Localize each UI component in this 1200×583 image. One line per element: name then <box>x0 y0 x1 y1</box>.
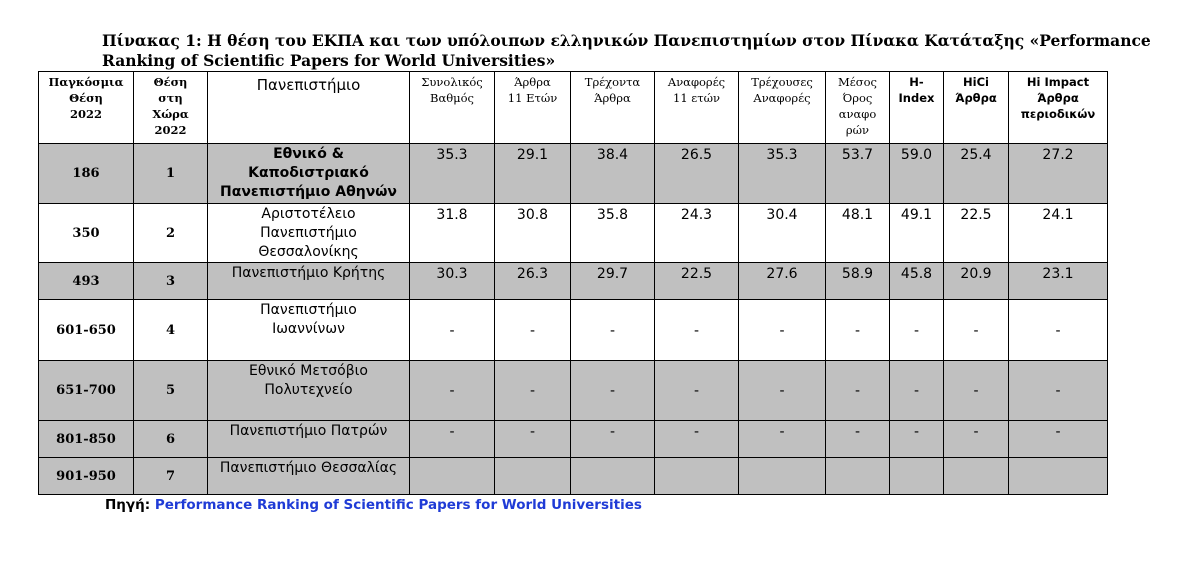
source-note <box>105 497 642 513</box>
hici-articles-cell: - <box>944 361 1009 421</box>
current-citations-cell: - <box>739 421 826 458</box>
world-rank-cell: 601-650 <box>39 300 134 361</box>
country-rank-cell: 4 <box>134 300 208 361</box>
header-hi-impact-articles: Hi Impact Άρθρα περιοδικών <box>1009 72 1108 144</box>
header-total-score: Συνολικός Βαθμός <box>410 72 495 144</box>
h-index-cell: - <box>890 421 944 458</box>
h-index-cell: 45.8 <box>890 263 944 300</box>
hici-articles-cell: 25.4 <box>944 144 1009 204</box>
table-row <box>39 263 1108 300</box>
current-citations-cell: 30.4 <box>739 204 826 263</box>
current-articles-cell <box>571 458 655 495</box>
country-rank-cell: 1 <box>134 144 208 204</box>
h-index-cell <box>890 458 944 495</box>
world-rank-cell: 901-950 <box>39 458 134 495</box>
source-link[interactable]: Performance Ranking of Scientific Papers for World Universities <box>154 497 642 513</box>
avg-citations-cell: - <box>826 421 890 458</box>
articles-11y-cell: - <box>495 361 571 421</box>
h-index-cell: - <box>890 300 944 361</box>
header-country-rank: Θέση στη Χώρα 2022 <box>134 72 208 144</box>
source-label: Πηγή: <box>105 497 151 513</box>
citations-11y-cell: - <box>655 361 739 421</box>
avg-citations-cell: 48.1 <box>826 204 890 263</box>
country-rank-cell: 7 <box>134 458 208 495</box>
table-row <box>39 204 1108 263</box>
university-cell: Πανεπιστήμιο Πατρών <box>208 421 410 458</box>
hi-impact-articles-cell: 27.2 <box>1009 144 1108 204</box>
avg-citations-cell: - <box>826 300 890 361</box>
hici-articles-cell: 22.5 <box>944 204 1009 263</box>
university-cell: Πανεπιστήμιο Ιωαννίνων <box>208 300 410 361</box>
total-score-cell: 31.8 <box>410 204 495 263</box>
table-title: Πίνακας 1: Η θέση του ΕΚΠΑ και των υπόλοιπων ελληνικών Πανεπιστημίων στον Πίνακα Κατάταξης «Performance Ranking of Scientific Papers for World Universities» <box>102 31 1151 70</box>
articles-11y-cell <box>495 458 571 495</box>
citations-11y-cell: 22.5 <box>655 263 739 300</box>
world-rank-cell: 493 <box>39 263 134 300</box>
world-rank-cell: 350 <box>39 204 134 263</box>
articles-11y-cell: 30.8 <box>495 204 571 263</box>
hi-impact-articles-cell: - <box>1009 421 1108 458</box>
h-index-cell: 59.0 <box>890 144 944 204</box>
table-row <box>39 361 1108 421</box>
current-articles-cell: 38.4 <box>571 144 655 204</box>
avg-citations-cell: 53.7 <box>826 144 890 204</box>
current-articles-cell: - <box>571 300 655 361</box>
total-score-cell: - <box>410 361 495 421</box>
header-current-articles: Τρέχοντα Άρθρα <box>571 72 655 144</box>
avg-citations-cell <box>826 458 890 495</box>
current-citations-cell: - <box>739 361 826 421</box>
total-score-cell: - <box>410 421 495 458</box>
header-h-index: H- Index <box>890 72 944 144</box>
world-rank-cell: 801-850 <box>39 421 134 458</box>
country-rank-cell: 3 <box>134 263 208 300</box>
current-articles-cell: 29.7 <box>571 263 655 300</box>
table-row <box>39 421 1108 458</box>
articles-11y-cell: 29.1 <box>495 144 571 204</box>
avg-citations-cell: - <box>826 361 890 421</box>
citations-11y-cell: 26.5 <box>655 144 739 204</box>
ranking-table <box>38 71 1108 495</box>
current-articles-cell: - <box>571 421 655 458</box>
table-row <box>39 458 1108 495</box>
table-row <box>39 300 1108 361</box>
current-articles-cell: - <box>571 361 655 421</box>
world-rank-cell: 651-700 <box>39 361 134 421</box>
hici-articles-cell: - <box>944 300 1009 361</box>
header-avg-citations: Μέσος Όρος αναφο ρών <box>826 72 890 144</box>
h-index-cell: - <box>890 361 944 421</box>
university-cell: Αριστοτέλειο Πανεπιστήμιο Θεσσαλονίκης <box>208 204 410 263</box>
country-rank-cell: 5 <box>134 361 208 421</box>
articles-11y-cell: 26.3 <box>495 263 571 300</box>
university-cell: Πανεπιστήμιο Θεσσαλίας <box>208 458 410 495</box>
hici-articles-cell: 20.9 <box>944 263 1009 300</box>
header-row <box>39 72 1108 144</box>
total-score-cell: 30.3 <box>410 263 495 300</box>
current-citations-cell: - <box>739 300 826 361</box>
hici-articles-cell: - <box>944 421 1009 458</box>
header-current-citations: Τρέχουσες Αναφορές <box>739 72 826 144</box>
world-rank-cell: 186 <box>39 144 134 204</box>
country-rank-cell: 6 <box>134 421 208 458</box>
university-cell: Εθνικό Μετσόβιο Πολυτεχνείο <box>208 361 410 421</box>
current-citations-cell: 35.3 <box>739 144 826 204</box>
header-articles-11y: Άρθρα 11 Ετών <box>495 72 571 144</box>
articles-11y-cell: - <box>495 300 571 361</box>
citations-11y-cell: - <box>655 421 739 458</box>
hi-impact-articles-cell <box>1009 458 1108 495</box>
articles-11y-cell: - <box>495 421 571 458</box>
hi-impact-articles-cell: - <box>1009 361 1108 421</box>
header-world-rank: Παγκόσμια Θέση 2022 <box>39 72 134 144</box>
country-rank-cell: 2 <box>134 204 208 263</box>
citations-11y-cell <box>655 458 739 495</box>
header-university: Πανεπιστήμιο <box>208 72 410 144</box>
total-score-cell: 35.3 <box>410 144 495 204</box>
current-citations-cell <box>739 458 826 495</box>
table-row <box>39 144 1108 204</box>
header-citations-11y: Αναφορές 11 ετών <box>655 72 739 144</box>
university-cell: Πανεπιστήμιο Κρήτης <box>208 263 410 300</box>
h-index-cell: 49.1 <box>890 204 944 263</box>
header-hici-articles: HiCi Άρθρα <box>944 72 1009 144</box>
citations-11y-cell: - <box>655 300 739 361</box>
hi-impact-articles-cell: - <box>1009 300 1108 361</box>
total-score-cell <box>410 458 495 495</box>
current-citations-cell: 27.6 <box>739 263 826 300</box>
hici-articles-cell <box>944 458 1009 495</box>
current-articles-cell: 35.8 <box>571 204 655 263</box>
avg-citations-cell: 58.9 <box>826 263 890 300</box>
total-score-cell: - <box>410 300 495 361</box>
hi-impact-articles-cell: 24.1 <box>1009 204 1108 263</box>
hi-impact-articles-cell: 23.1 <box>1009 263 1108 300</box>
university-cell: Εθνικό & Καποδιστριακό Πανεπιστήμιο Αθηνών <box>208 144 410 204</box>
citations-11y-cell: 24.3 <box>655 204 739 263</box>
